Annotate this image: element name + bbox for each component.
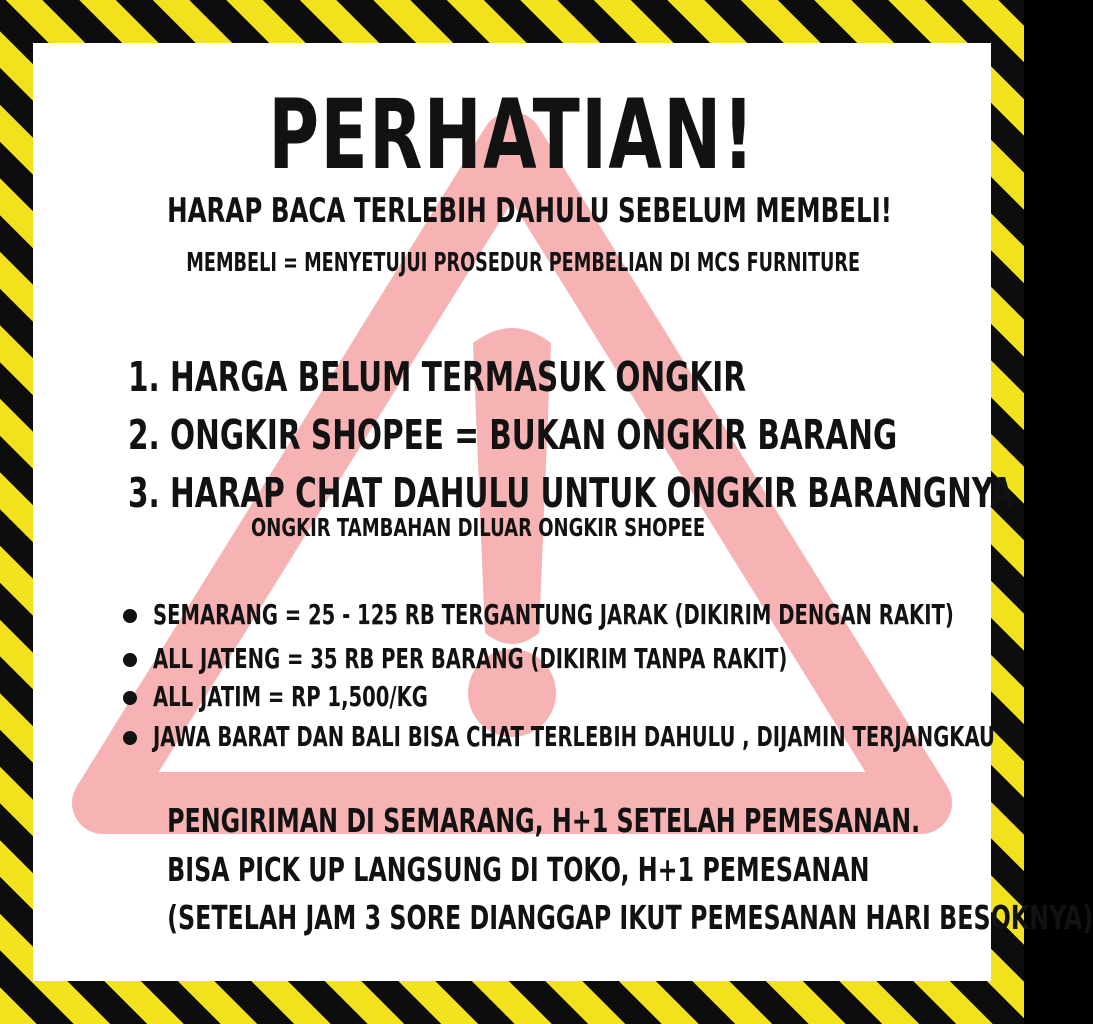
pickup-note: BISA PICK UP LANGSUNG DI TOKO, H+1 PEMESANAN bbox=[167, 850, 870, 889]
rules-note: ONGKIR TAMBAHAN DILUAR ONGKIR SHOPEE bbox=[251, 513, 706, 542]
bullet-icon bbox=[123, 731, 137, 745]
notice-panel bbox=[33, 43, 1093, 981]
shipping-rate-text: JAWA BARAT DAN BALI BISA CHAT TERLEBIH DAHULU , DIJAMIN TERJANGKAU bbox=[153, 720, 995, 753]
rule-item: 1. HARGA BELUM TERMASUK ONGKIR bbox=[128, 353, 746, 401]
shipping-rate-text: ALL JATIM = RP 1,500/KG bbox=[153, 680, 428, 713]
shipping-rate-text: SEMARANG = 25 - 125 RB TERGANTUNG JARAK (DIKIRIM DENGAN RAKIT) bbox=[153, 598, 954, 631]
bullet-icon bbox=[123, 691, 137, 705]
rule-item: 2. ONGKIR SHOPEE = BUKAN ONGKIR BARANG bbox=[128, 411, 898, 459]
rule-item: 3. HARAP CHAT DAHULU UNTUK ONGKIR BARANGNYA bbox=[128, 469, 1014, 517]
purchase-agreement-note: MEMBELI = MENYETUJUI PROSEDUR PEMBELIAN DI MCS FURNITURE bbox=[186, 248, 861, 278]
subtitle: HARAP BACA TERLEBIH DAHULU SEBELUM MEMBELI! bbox=[167, 191, 892, 231]
shipping-rate-text: ALL JATENG = 35 RB PER BARANG (DIKIRIM TANPA RAKIT) bbox=[153, 642, 788, 675]
delivery-note: PENGIRIMAN DI SEMARANG, H+1 SETELAH PEMESANAN. bbox=[167, 801, 921, 840]
bullet-icon bbox=[123, 653, 137, 667]
cutoff-note: (SETELAH JAM 3 SORE DIANGGAP IKUT PEMESANAN HARI BESOKNYA) bbox=[167, 898, 1093, 937]
page-title: PERHATIAN! bbox=[268, 79, 756, 191]
bullet-icon bbox=[123, 609, 137, 623]
